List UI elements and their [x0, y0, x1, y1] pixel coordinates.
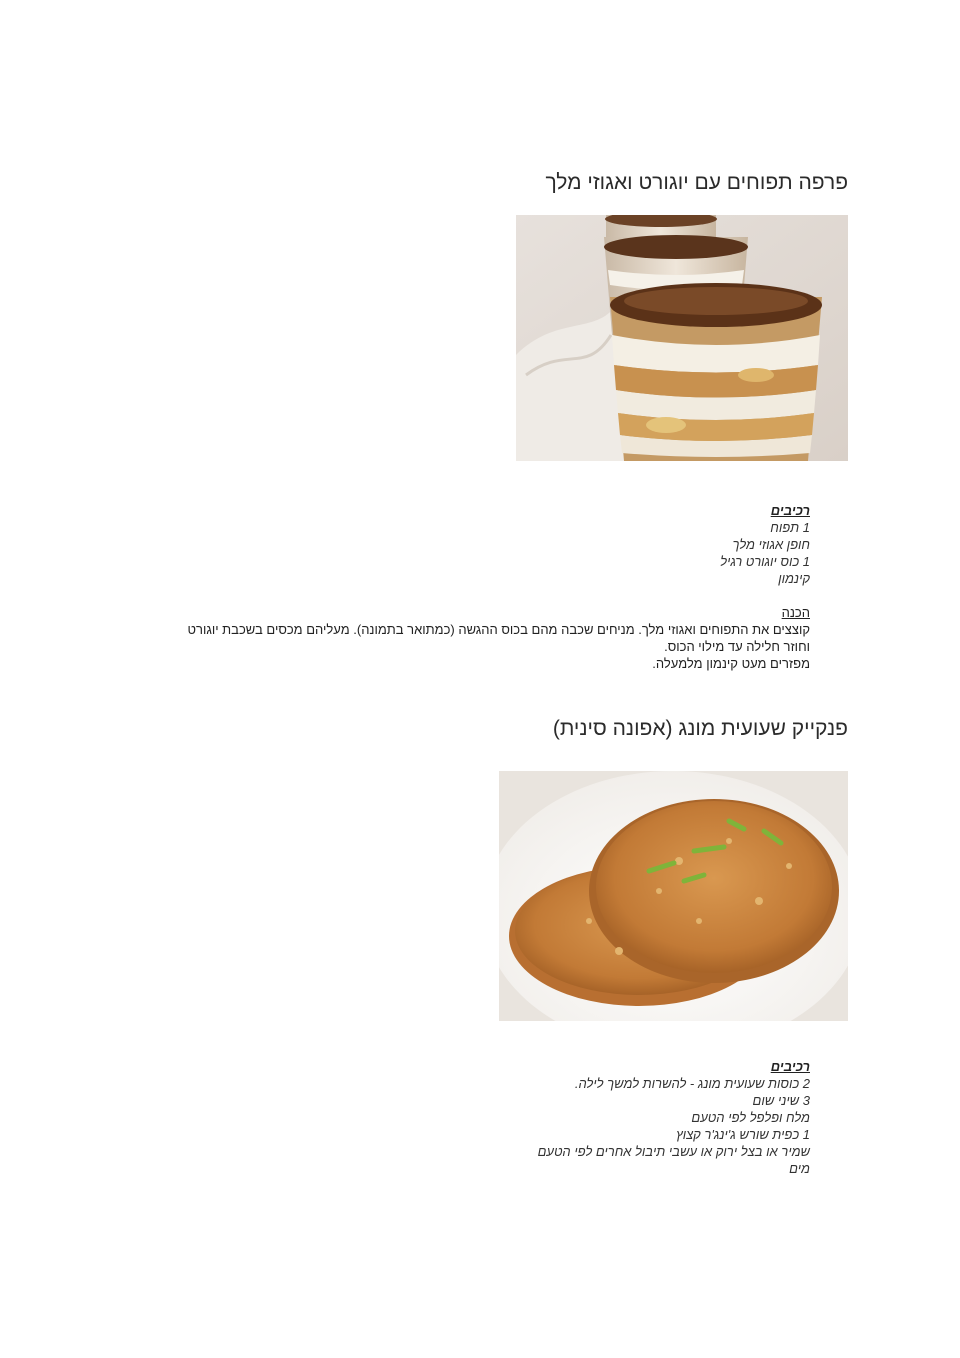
list-item: 1 תפוח	[770, 520, 810, 535]
list-item: מלח ופלפל לפי הטעם	[691, 1110, 810, 1125]
list-item: קינמון	[778, 571, 810, 586]
preparation-line: קוצצים את התפוחים ואגוזי מלך. מניחים שכבה מהם בכוס ההגשה (כמתואר בתמונה). מעליהם מכסים בשכבת יוגורט	[187, 622, 810, 637]
list-item: 3 שיני שום	[752, 1093, 810, 1108]
list-item: חופן אגוזי מלך	[732, 537, 810, 552]
list-item: 2 כוסות שעועית מונג - להשרות למשך לילה.	[574, 1076, 810, 1091]
recipe-1-preparation	[188, 604, 810, 672]
recipe-1-title: פרפה תפוחים עם יוגורט ואגוזי מלך	[545, 171, 848, 194]
recipe-1-ingredients	[720, 502, 810, 587]
recipe-1-preparation-text	[188, 621, 810, 672]
recipe-1-ingredient-list	[720, 519, 810, 587]
recipe-2-photo	[499, 771, 848, 1021]
list-item: 1 כוס יוגורט רגיל	[720, 554, 810, 569]
list-item: מים	[789, 1161, 810, 1176]
recipe-1-preparation-heading: הכנה	[781, 605, 810, 620]
list-item: 1 כפית שורש ג'ינג'ר קצוץ	[676, 1127, 810, 1142]
preparation-line: מפזרים מעט קינמון מלמעלה.	[652, 656, 810, 671]
recipe-2-ingredient-list	[538, 1075, 810, 1177]
recipe-2-ingredients-heading: רכיבים	[770, 1059, 810, 1074]
recipe-2-title: פנקייק שעועית מונג (אפונה סינית)	[552, 717, 848, 740]
list-item: שמיר או בצל ירוק או עשבי תיבול אחרים לפי הטעם	[537, 1144, 810, 1159]
recipe-2-ingredients	[538, 1058, 810, 1177]
recipe-1-photo	[516, 215, 848, 461]
recipe-1-ingredients-heading: רכיבים	[770, 503, 810, 518]
preparation-line: וחוזר חלילה עד מילוי הכוס.	[664, 639, 810, 654]
